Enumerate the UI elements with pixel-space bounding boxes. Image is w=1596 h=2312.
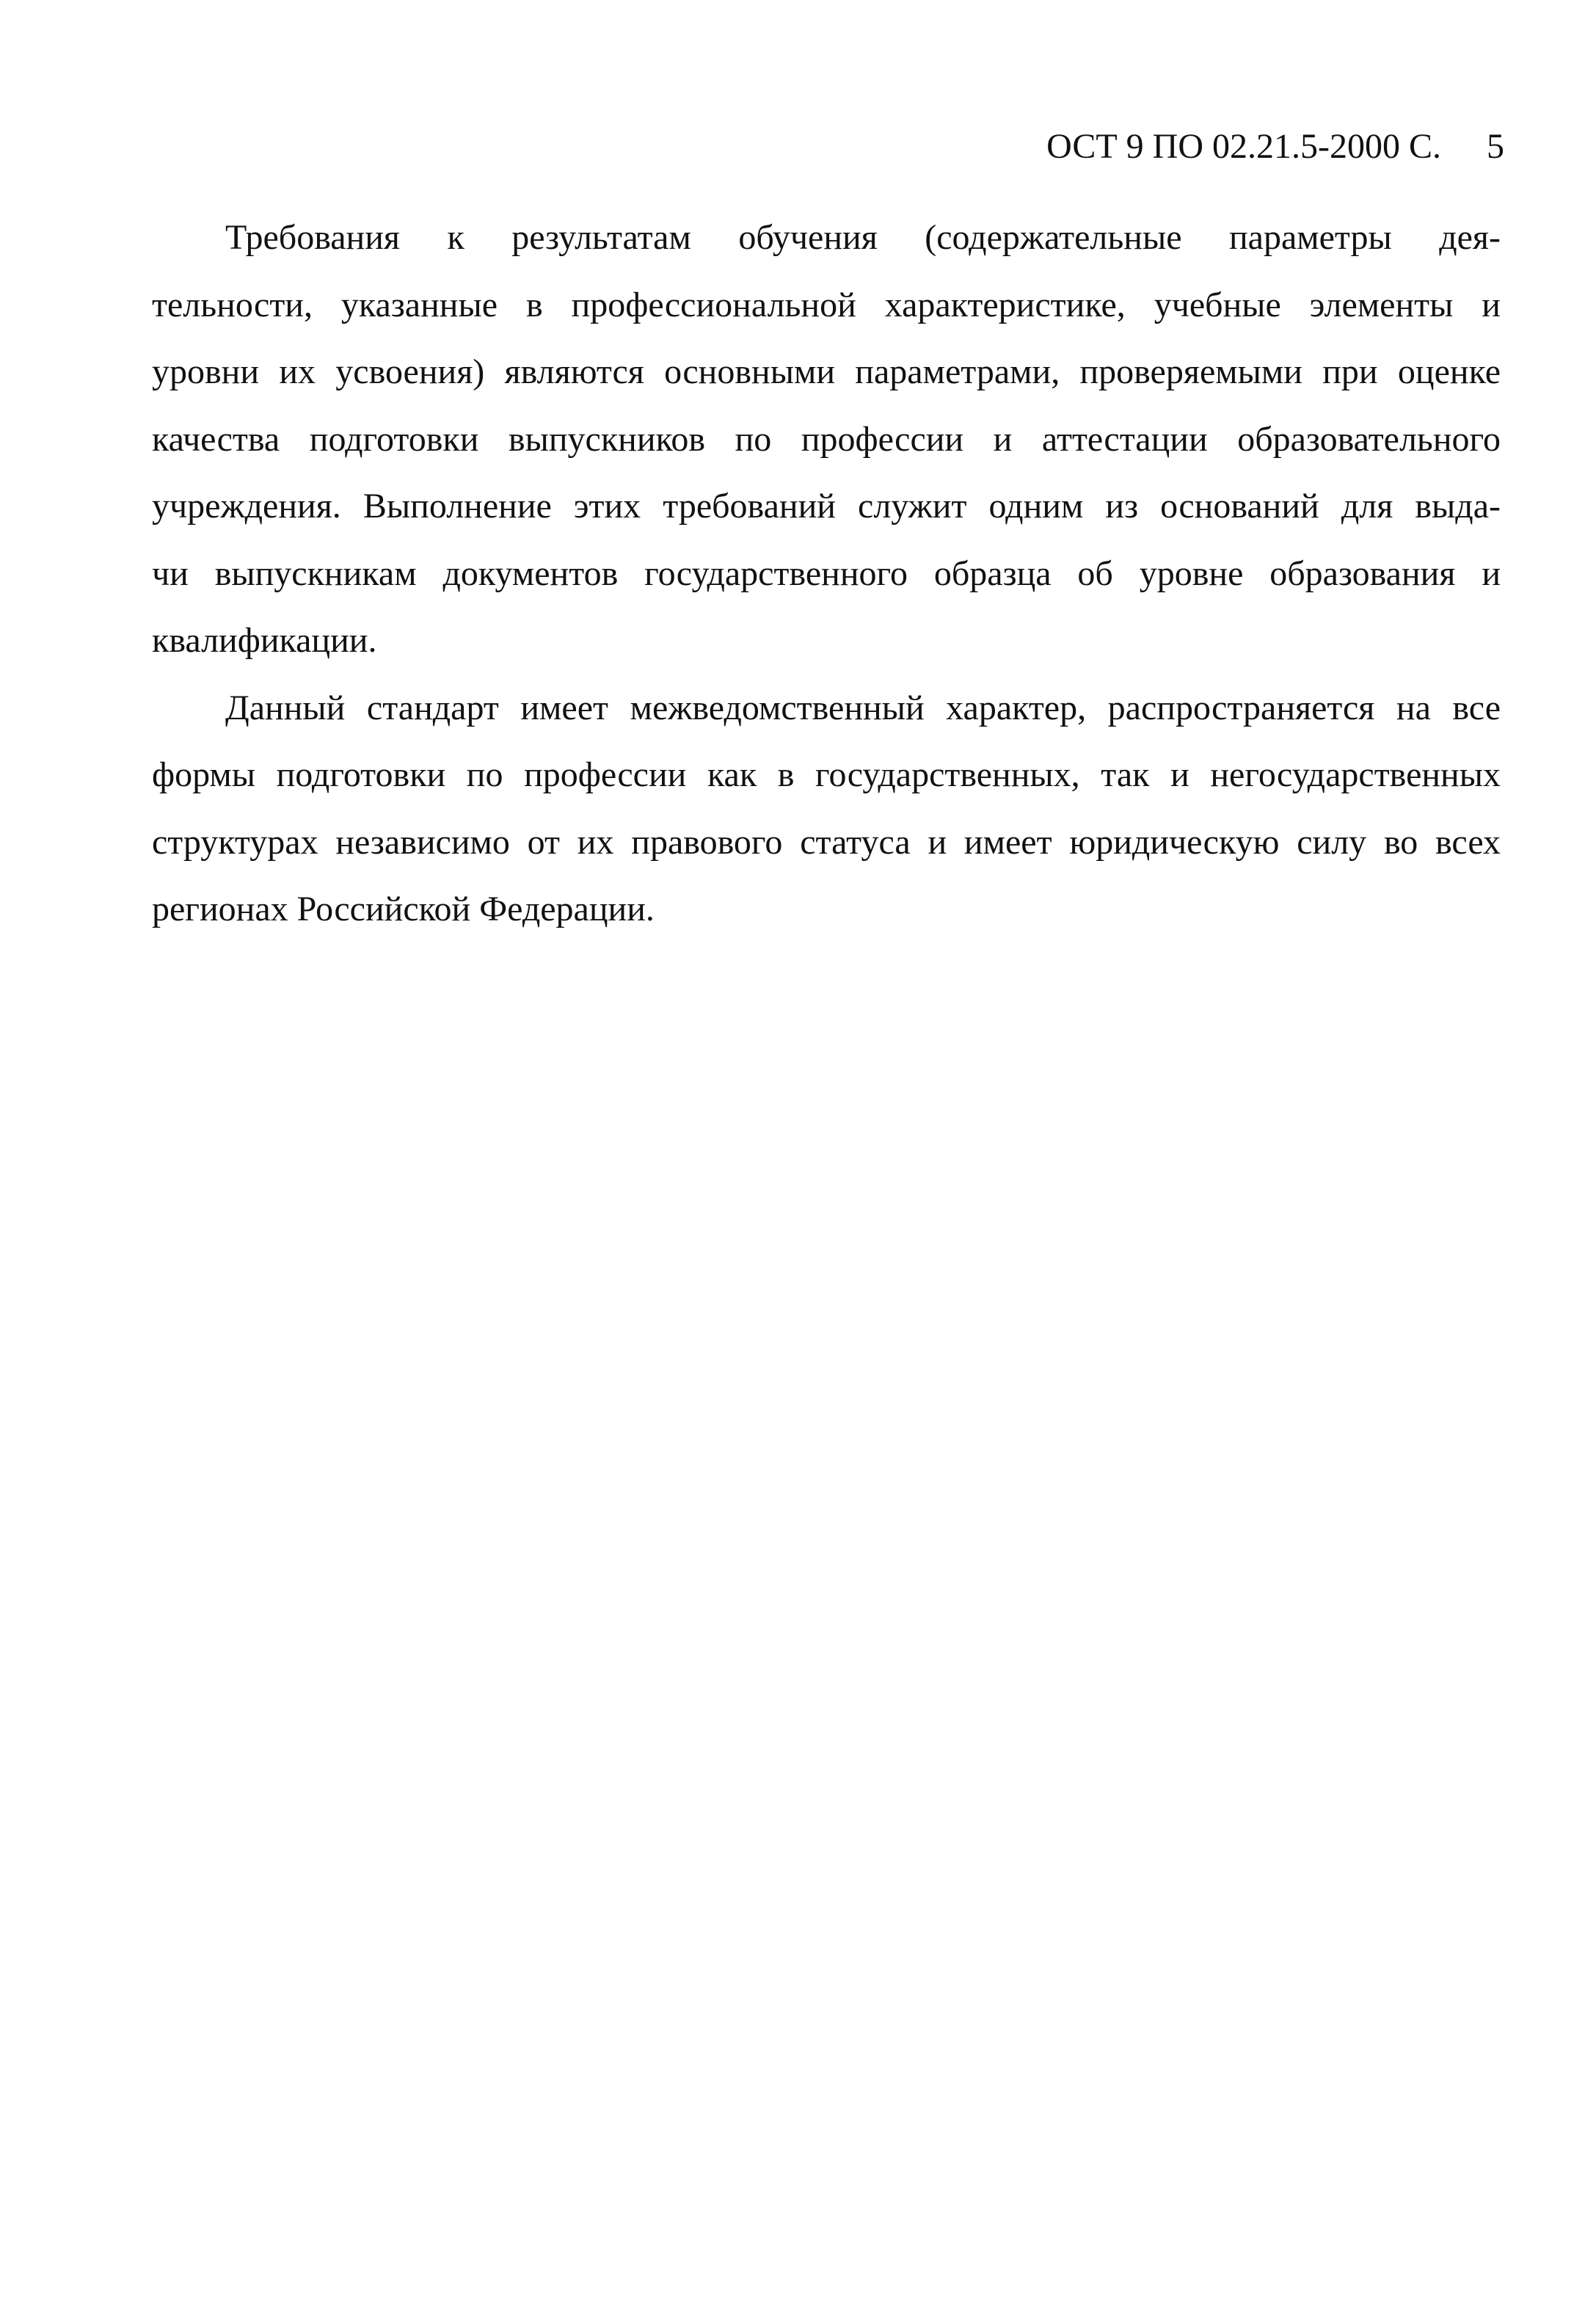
paragraph-line: квалификации. <box>152 621 377 660</box>
running-header <box>1046 123 1504 170</box>
paragraph-line: учреждения. Выполнение этих требований служит одним из оснований для выда- <box>152 487 1501 526</box>
paragraph-line: Данный стандарт имеет межведомственный характер, распространяется на все <box>225 688 1501 727</box>
paragraph-line: чи выпускникам документов государственного образца об уровне образования и <box>152 553 1501 593</box>
page-number: 5 <box>1487 127 1504 166</box>
paragraph-line: уровни их усвоения) являются основными параметрами, проверяемыми при оценке <box>152 352 1501 391</box>
paragraph-line: Требования к результатам обучения (содержательные параметры дея- <box>225 218 1501 257</box>
document-code: ОСТ 9 ПО 02.21.5-2000 С. <box>1046 127 1441 166</box>
paragraph-line: регионах Российской Федерации. <box>152 890 655 928</box>
paragraph-learning-requirements <box>152 204 1501 675</box>
paragraph-standard-scope <box>152 675 1501 943</box>
body-text <box>152 204 1501 943</box>
paragraph-line: тельности, указанные в профессиональной характеристике, учебные элементы и <box>152 285 1501 324</box>
paragraph-line: структурах независимо от их правового статуса и имеет юридическую силу во всех <box>152 822 1501 862</box>
paragraph-line: формы подготовки по профессии как в государственных, так и негосударственных <box>152 755 1501 794</box>
paragraph-line: качества подготовки выпускников по профессии и аттестации образовательного <box>152 419 1501 459</box>
